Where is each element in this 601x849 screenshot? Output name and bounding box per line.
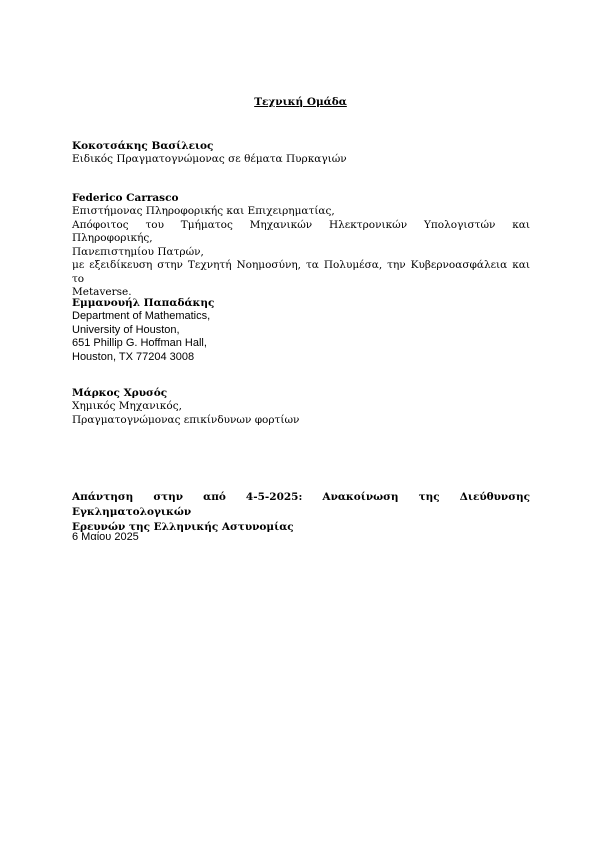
member-detail-line: Επιστήμονας Πληροφορικής και Επιχειρηματίας, <box>72 205 335 217</box>
response-heading <box>72 490 530 535</box>
member-detail-line: Πραγματογνώμονας επικίνδυνων φορτίων <box>72 413 300 426</box>
page-title: Τεχνική Ομάδα <box>254 96 347 108</box>
member-detail-line: University of Houston, <box>72 323 180 336</box>
response-heading-line: Ερευνών της Ελληνικής Αστυνομίας <box>72 521 294 533</box>
response-heading-line: Απάντηση στην από 4-5-2025: Ανακοίνωση της Διεύθυνσης Εγκληματολογικών <box>72 491 530 518</box>
member-detail-line: Απόφοιτος του Τμήματος Μηχανικών Ηλεκτρονικών Υπολογιστών και Πληροφορικής, <box>72 218 530 244</box>
team-member-carrasco <box>72 191 530 300</box>
member-detail-line: Houston, TX 77204 3008 <box>72 350 195 363</box>
member-name: Κοκοτσάκης Βασίλειος <box>72 140 214 152</box>
member-name: Μάρκος Χρυσός <box>72 387 168 399</box>
member-detail-line: Ειδικός Πραγματογνώμονας σε θέματα Πυρκαγιών <box>72 153 347 165</box>
team-member-chrysos <box>72 386 530 427</box>
member-detail-line: με εξειδίκευση στην Τεχνητή Νοημοσύνη, τα Πολυμέσα, την Κυβερνοασφάλεια και το <box>72 259 530 285</box>
document-date: 6 Μαίου 2025 <box>72 531 139 543</box>
member-detail-line: Πανεπιστημίου Πατρών, <box>72 245 204 258</box>
member-name: Federico Carrasco <box>72 192 179 204</box>
member-detail-line: Department of Mathematics, <box>72 310 211 322</box>
member-name: Εμμανουήλ Παπαδάκης <box>72 297 215 309</box>
member-detail-line: Χημικός Μηχανικός, <box>72 400 182 412</box>
member-detail-line: Metaverse. <box>72 286 132 298</box>
member-detail-line: 651 Phillip G. Hoffman Hall, <box>72 337 207 349</box>
team-member-papadakis <box>72 296 530 364</box>
team-member-kokotsakis <box>72 139 530 167</box>
